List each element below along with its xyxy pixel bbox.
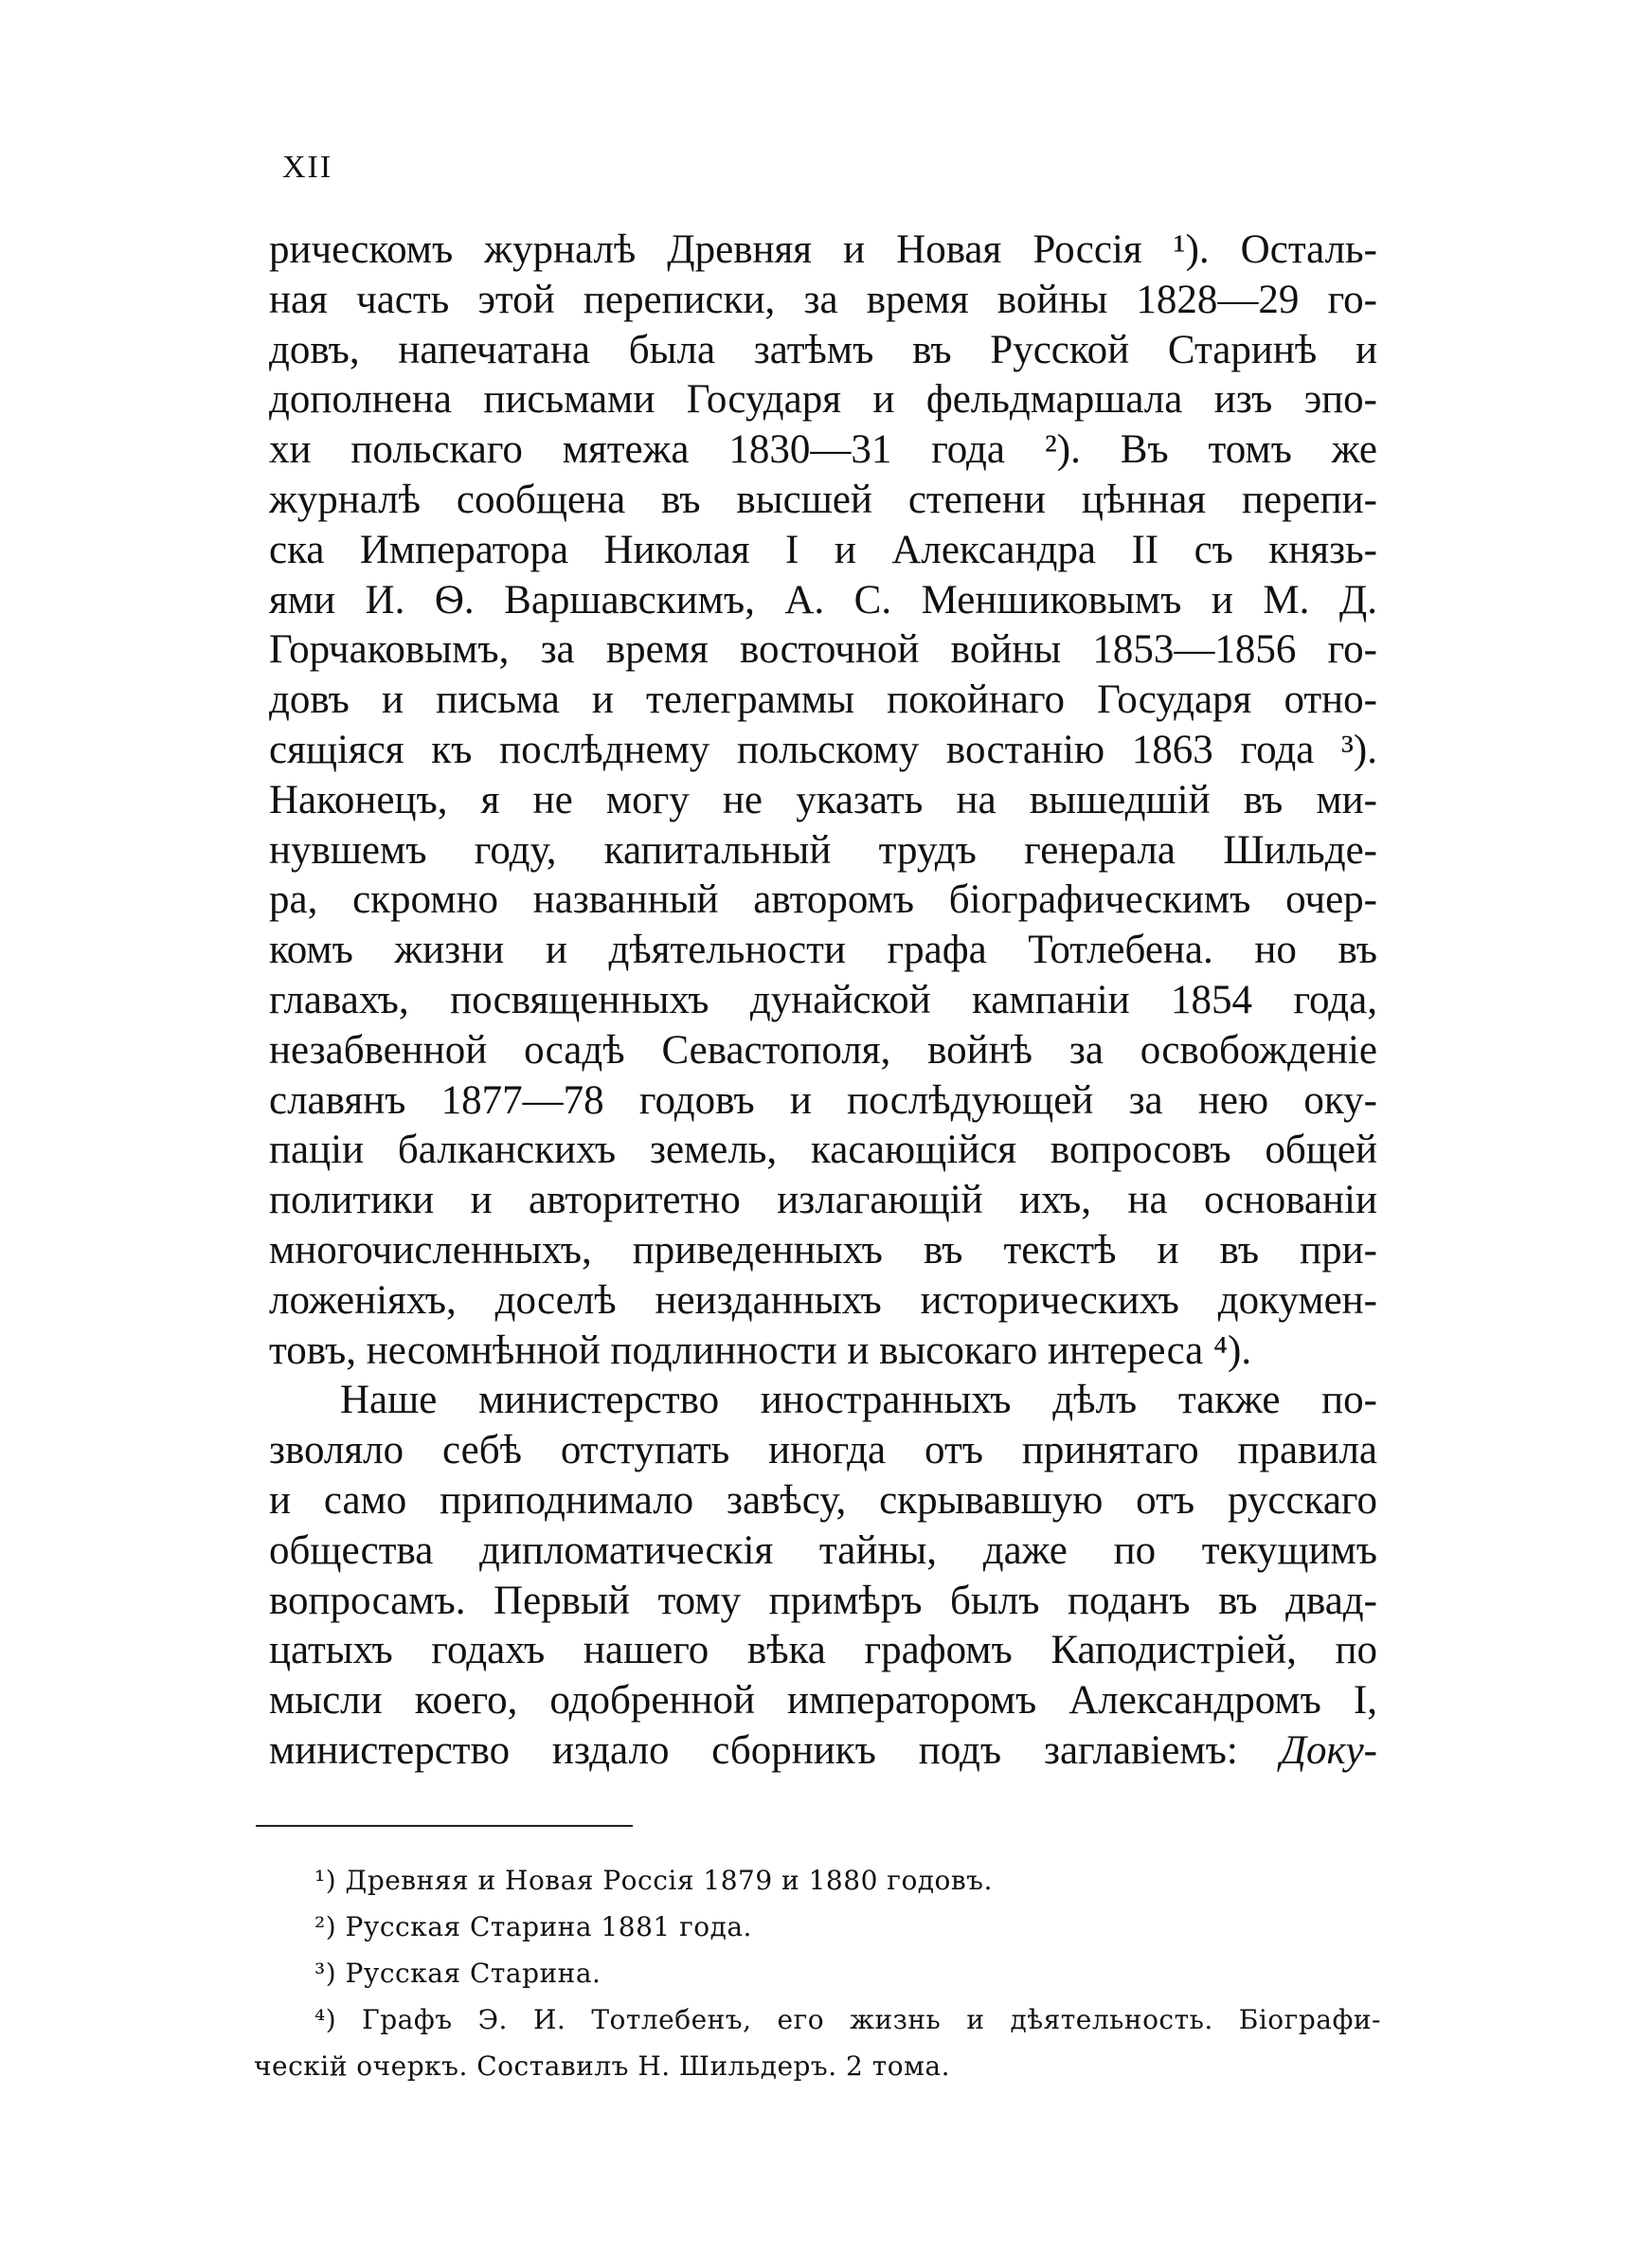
text-line: ска Императора Николая I и Александра II съ князь- [269, 527, 1377, 572]
text-line: товъ, несомнѣнной подлинности и высокаго интереса ⁴). [269, 1327, 1252, 1373]
text-line: ями И. Ѳ. Варшавскимъ, А. С. Меншиковымъ и М. Д. [269, 577, 1377, 623]
text-line: Наконецъ, я не могу не указать на вышедшій въ ми- [269, 777, 1377, 822]
text-line: хи польскаго мятежа 1830—31 года ²). Въ томъ же [269, 427, 1377, 473]
text-line: нувшемъ году, капитальный трудъ генерала Шильде- [269, 827, 1377, 873]
text-line: и само приподнимало завѣсу, скрывавшую отъ русскаго [269, 1477, 1377, 1523]
text-line: многочисленныхъ, приведенныхъ въ текстѣ и въ при- [269, 1227, 1377, 1273]
text-line: ра, скромно названный авторомъ біографическимъ очер- [269, 877, 1377, 923]
text-line: главахъ, посвященныхъ дунайской кампаніи 1854 года, [269, 977, 1377, 1022]
footnote-2: ²) Русская Старина 1881 года. [314, 1911, 752, 1942]
text-line-last [269, 1726, 1377, 1777]
paragraph-start-line: Наше министерство иностранныхъ дѣлъ также по- [340, 1378, 1377, 1423]
text-line: ложеніяхъ, доселѣ неизданныхъ историческихъ докумен- [269, 1277, 1377, 1323]
text-line: комъ жизни и дѣятельности графа Тотлебена. но въ [269, 928, 1377, 973]
text-line: незабвенной осадѣ Севастополя, войнѣ за освобожденіе [269, 1027, 1377, 1073]
text-line: сящіяся къ послѣднему польскому востанію 1863 года ³). [269, 727, 1377, 772]
text-line: рическомъ журналѣ Древняя и Новая Россія ¹). Осталь- [269, 227, 1377, 272]
main-text [269, 226, 1377, 1777]
text-line: дополнена письмами Государя и фельдмаршала изъ эпо- [269, 377, 1377, 423]
footnotes [254, 1857, 1381, 2089]
page-number: XII [282, 150, 333, 185]
text-line: славянъ 1877—78 годовъ и послѣдующей за нею оку- [269, 1077, 1377, 1123]
footnote-divider [256, 1825, 633, 1827]
text-line: цатыхъ годахъ нашего вѣка графомъ Каподистріей, по [269, 1628, 1377, 1673]
footnote-1: ¹) Древняя и Новая Россія 1879 и 1880 годовъ. [314, 1865, 993, 1896]
text-line: журналѣ сообщена въ высшей степени цѣнная перепи- [269, 477, 1377, 522]
text-line-words: министерство издало сборникъ подъ заглавіемъ: [269, 1727, 1238, 1773]
text-line: довъ и письма и телеграммы покойнаго Государя отно- [269, 677, 1377, 723]
footnote-4: ⁴) Графъ Э. И. Тотлебенъ, его жизнь и дѣятельность. Біографи- [314, 2004, 1381, 2035]
text-line: мысли коего, одобренной императоромъ Александромъ I, [269, 1678, 1377, 1724]
text-line: паціи балканскихъ земель, касающійся вопросовъ общей [269, 1128, 1377, 1173]
text-line: политики и авторитетно излагающій ихъ, на основаніи [269, 1178, 1377, 1223]
text-line: зволяло себѣ отступать иногда отъ принятаго правила [269, 1428, 1377, 1473]
text-line: ная часть этой переписки, за время войны 1828—29 го- [269, 277, 1377, 322]
footnote-3: ³) Русская Старина. [314, 1958, 602, 1989]
text-line: вопросамъ. Первый тому примѣръ былъ поданъ въ двад- [269, 1578, 1377, 1623]
text-line: Горчаковымъ, за время восточной войны 1853—1856 го- [269, 627, 1377, 673]
text-line: общества дипломатическія тайны, даже по текущимъ [269, 1527, 1377, 1573]
text-line: довъ, напечатана была затѣмъ въ Русской Старинѣ и [269, 327, 1377, 372]
footnote-4-continuation: ческій очеркъ. Составилъ Н. Шильдеръ. 2 тома. [254, 2050, 950, 2082]
italic-word: Доку- [1280, 1727, 1377, 1773]
